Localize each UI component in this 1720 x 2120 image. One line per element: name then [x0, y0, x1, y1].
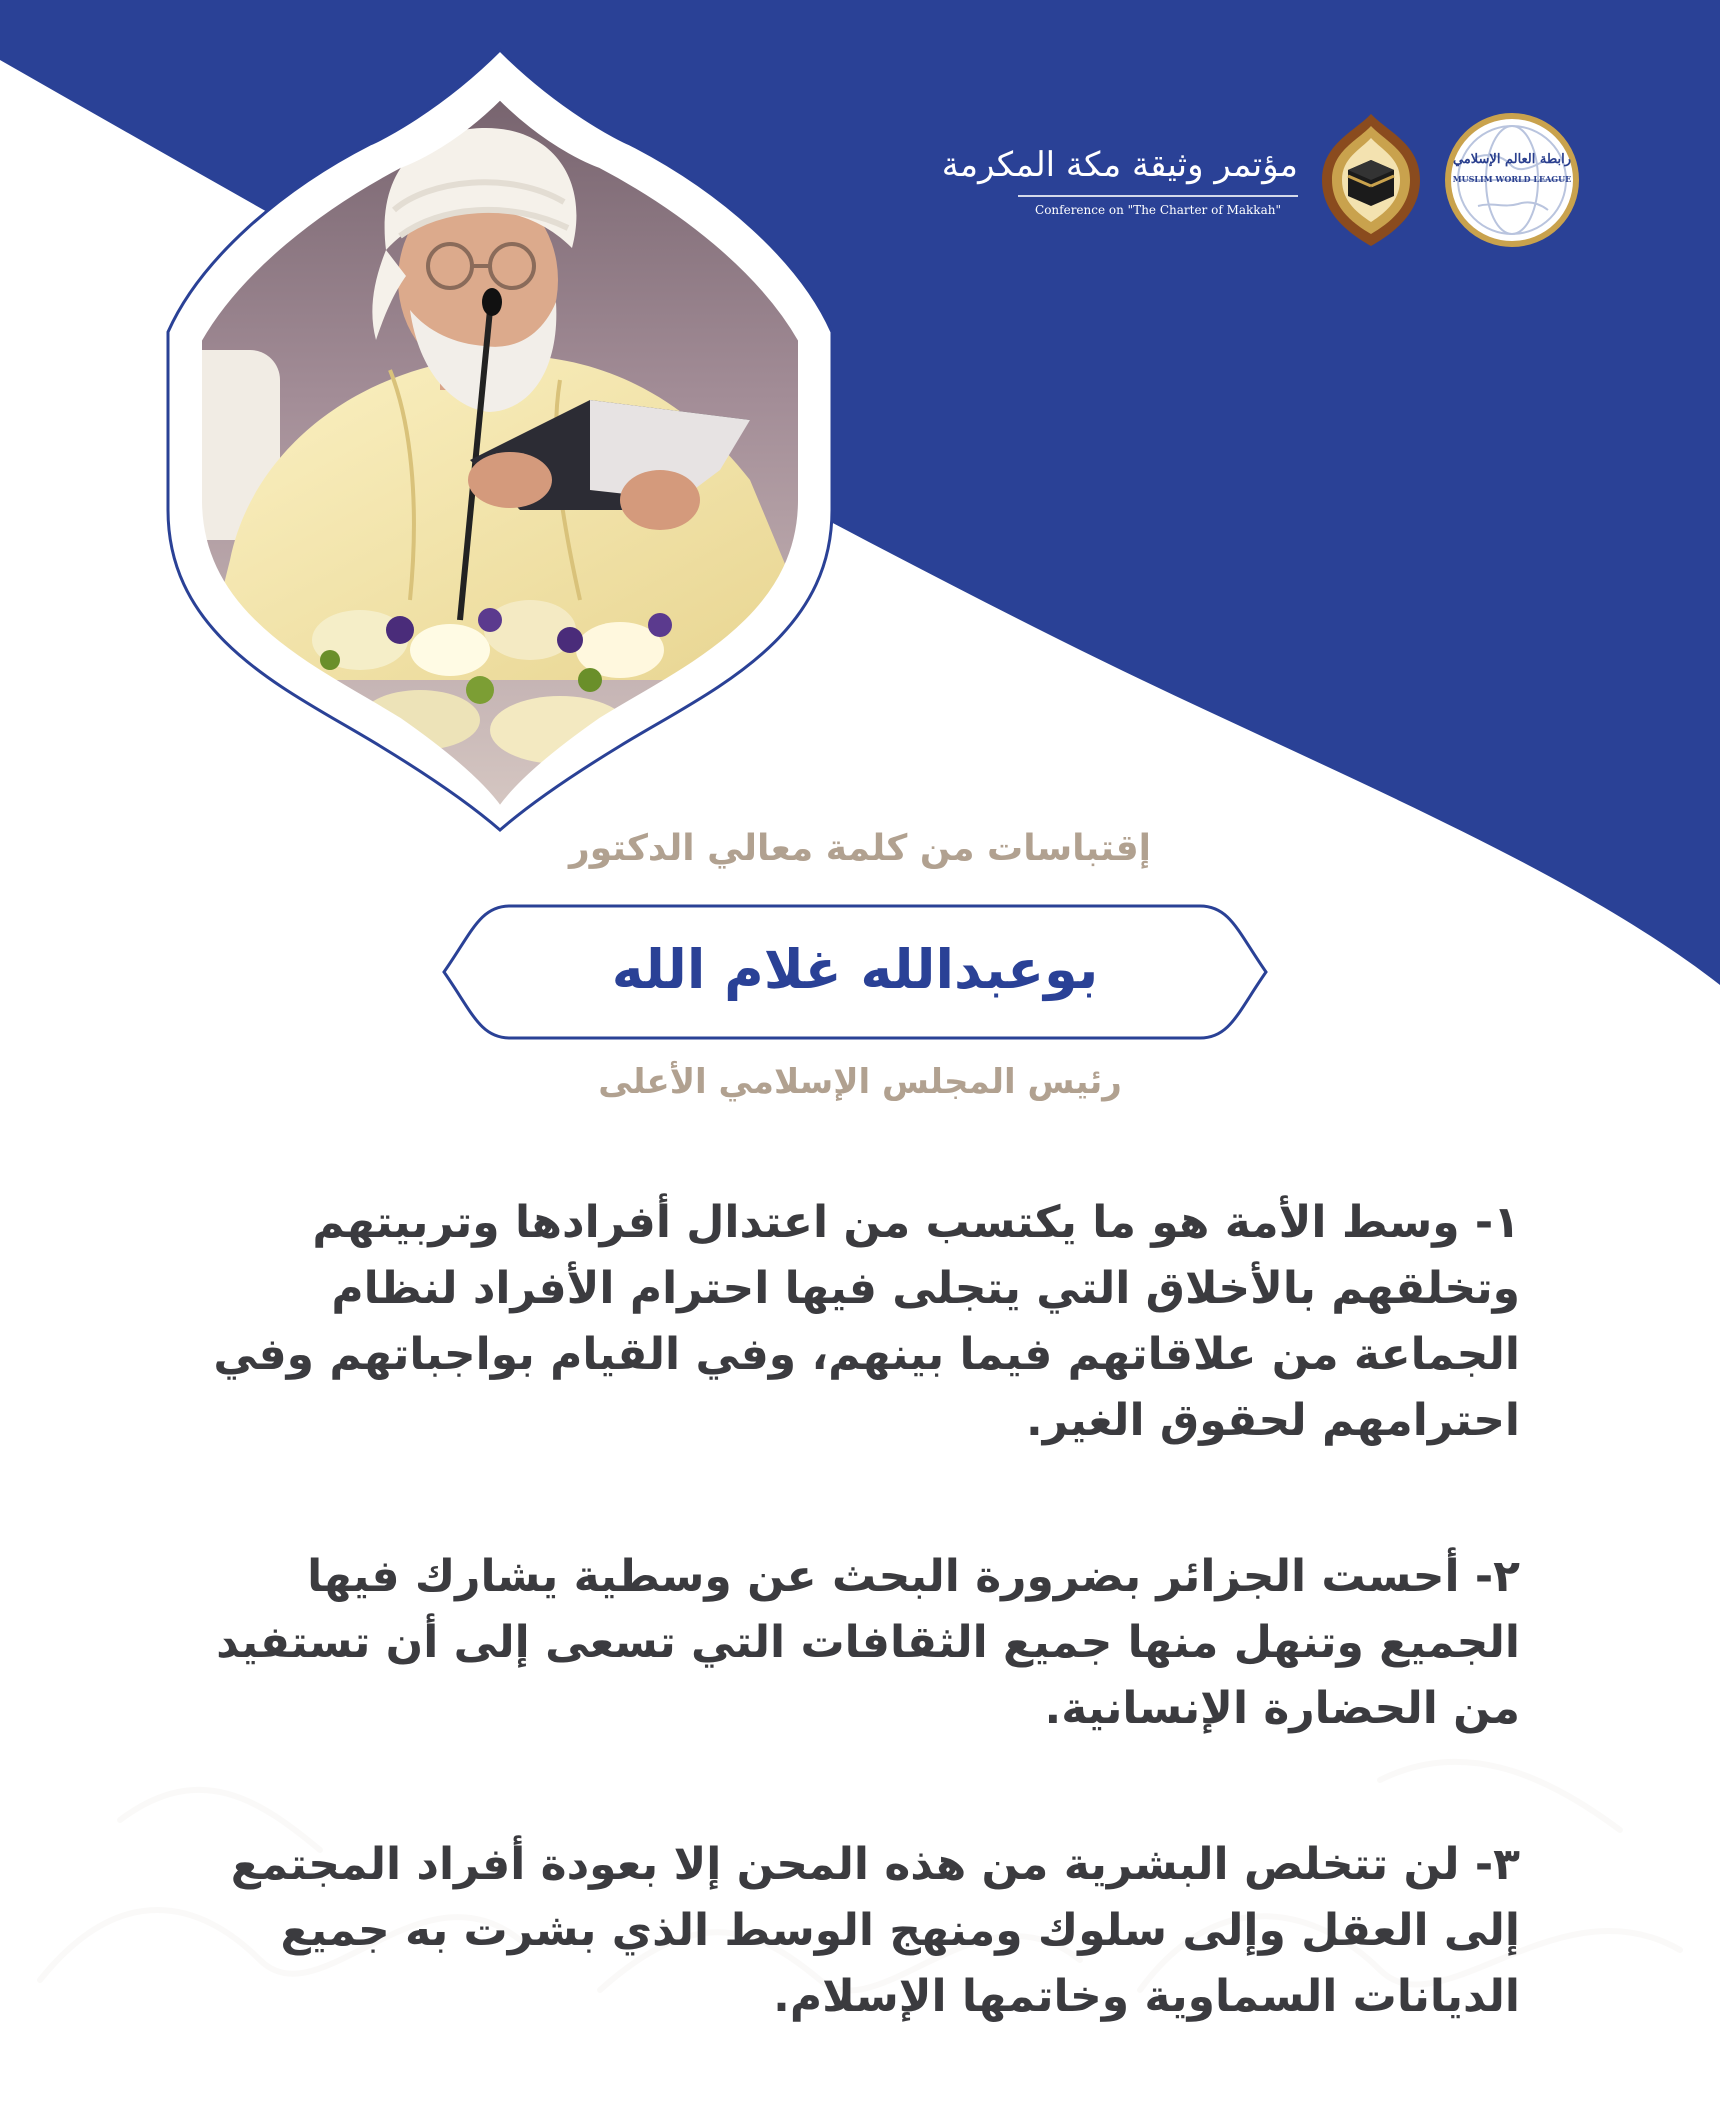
intro-heading: إقتباسات من كلمة معالي الدكتور	[569, 828, 1151, 869]
league-name-en: MUSLIM WORLD LEAGUE	[1452, 174, 1572, 184]
quotes-list	[200, 1190, 1520, 2120]
kaaba-emblem-logo	[1316, 110, 1426, 250]
speaker-role: رئيس المجلس الإسلامي الأعلى	[598, 1062, 1122, 1102]
quote-item: ١- وسط الأمة هو ما يكتسب من اعتدال أفرادها وتربيتهم وتخلقهم بالأخلاق التي يتجلى فيها احترام الأفراد لنظام الجماعة من علاقاتهم فيما بينهم، وفي القيام بواجباتهم وفي احترامهم لحقوق الغير.	[213, 1197, 1520, 1446]
header-logos	[941, 110, 1580, 250]
league-name-ar: رابطة العالم الإسلامي	[1452, 152, 1572, 167]
quote-item: ٢- أحست الجزائر بضرورة البحث عن وسطية يشارك فيها الجميع وتنهل منها جميع الثقافات التي تسعى إلى أن تستفيد من الحضارة الإنسانية.	[216, 1551, 1520, 1734]
conference-title-en: Conference on "The Charter of Makkah"	[1035, 203, 1281, 217]
quote-item: ٣- لن تتخلص البشرية من هذه المحن إلا بعودة أفراد المجتمع إلى العقل وإلى سلوك ومنهج الوسط الذي بشرت به جميع الديانات السماوية وخاتمها الإسلام.	[230, 1839, 1520, 2022]
charter-calligraphy-logo	[941, 143, 1298, 217]
conference-title-ar: مؤتمر وثيقة مكة المكرمة	[1018, 143, 1298, 197]
speaker-name: بوعبدالله غلام الله	[611, 938, 1099, 1001]
muslim-world-league-globe-logo	[1444, 112, 1580, 248]
speaker-portrait	[160, 40, 840, 840]
